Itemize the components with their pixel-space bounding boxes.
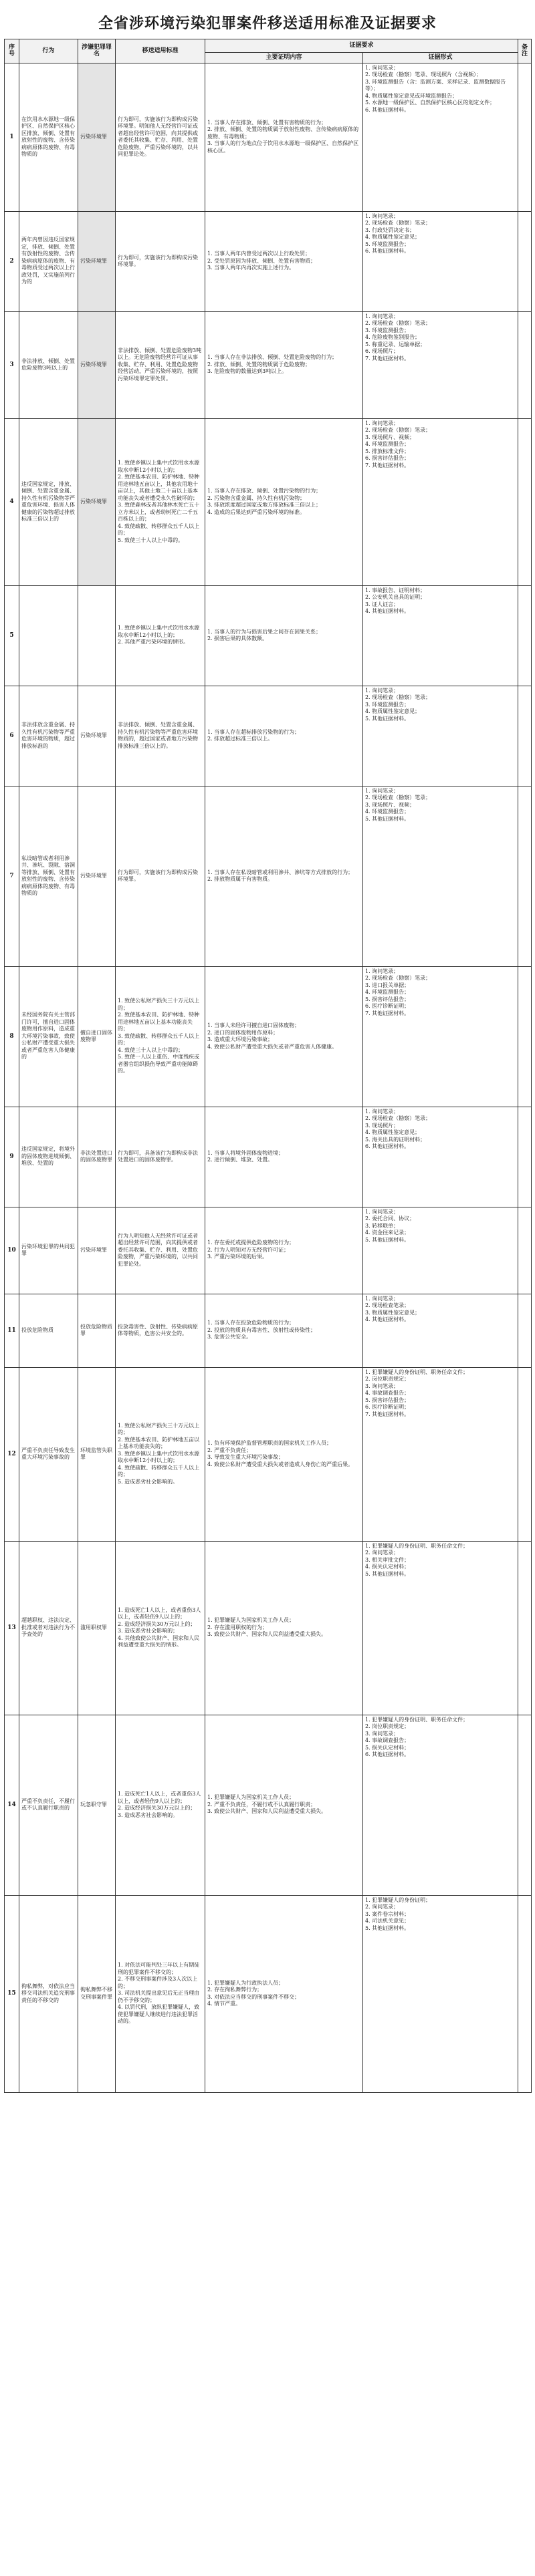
cell-content: 1. 当事人存在排放、倾倒、处置有害物质的行为； 2. 排放、倾倒、处置的物质属于放射性废物、含传染病病原体的废物、有毒物质； 3. 当事人的行为地点位于饮用水水源地一级保护区、自然保护区核心区。 bbox=[205, 63, 363, 211]
cell-no: 2 bbox=[5, 211, 19, 311]
cell-content: 1. 当事人存在排放、倾倒、处置污染物的行为； 2. 污染物含重金属、持久性有机污染物； 3. 排放浓度超过国家或地方排放标准三倍以上； 4. 造成的后果达到严重污染环境的标准。 bbox=[205, 418, 363, 585]
cell-remark bbox=[518, 1715, 532, 1895]
cell-crime: 污染环境罪 bbox=[78, 1207, 116, 1294]
cell-remark bbox=[518, 786, 532, 966]
cell-form: 1. 询问笔录； 2. 现场检查（勘察）笔录； 3. 环境监测报告； 4. 危险废物鉴别报告； 5. 称重记录、运输单据； 6. 现场照片； 7. 其他证据材料。 bbox=[363, 311, 518, 418]
cell-behavior: 污染环境犯罪的共同犯罪 bbox=[19, 1207, 78, 1294]
cell-remark bbox=[518, 1207, 532, 1294]
cell-crime: 徇私舞弊不移交刑事案件罪 bbox=[78, 1895, 116, 2092]
cell-no: 6 bbox=[5, 686, 19, 786]
cell-crime bbox=[78, 585, 116, 686]
cell-behavior: 徇私舞弊，对依法应当移交司法机关追究刑事责任的不移交的 bbox=[19, 1895, 78, 2092]
table-row bbox=[5, 1895, 532, 2092]
cell-crime: 非法处置进口的固体废物罪 bbox=[78, 1107, 116, 1207]
cell-standard: 1. 造成死亡1人以上，或者重伤3人以上，或者轻伤9人以上的； 2. 造成经济损失30万元以上的； 3. 造成恶劣社会影响的。 bbox=[116, 1715, 205, 1895]
cell-crime: 滥用职权罪 bbox=[78, 1541, 116, 1715]
cell-form: 1. 询问笔录； 2. 委托合同、协议； 3. 转移联单； 4. 资金往来记录； 5. 其他证据材料。 bbox=[363, 1207, 518, 1294]
cell-remark bbox=[518, 585, 532, 686]
cell-behavior: 私设暗管或者利用渗井、渗坑、裂隙、溶洞等排放、倾倒、处置有放射性的废物、含传染病病原体的废物、有毒物质的 bbox=[19, 786, 78, 966]
cell-crime: 污染环境罪 bbox=[78, 311, 116, 418]
cell-form: 1. 询问笔录； 2. 现场检查（勘察）笔录； 3. 现场照片、视频； 4. 环境监测报告； 5. 排放标准文件； 6. 损害评估报告； 7. 其他证据材料。 bbox=[363, 418, 518, 585]
cell-behavior: 在饮用水水源地一级保护区、自然保护区核心区排放、倾倒、处置有放射性的废物、含传染病病原体的废物、有毒物质的 bbox=[19, 63, 78, 211]
cell-content: 1. 犯罪嫌疑人为国家机关工作人员； 2. 严重不负责任，不履行或不认真履行职责； 3. 致使公共财产、国家和人民利益遭受重大损失。 bbox=[205, 1715, 363, 1895]
cell-standard: 行为即可，实施该行为即构成污染环境罪。明知他人无经营许可证或者超出经营许可范围，向其提供或者委托其收集、贮存、利用、处置危险废物，严重污染环境的，以共同犯罪论处。 bbox=[116, 63, 205, 211]
cell-remark bbox=[518, 418, 532, 585]
table-row bbox=[5, 1107, 532, 1207]
cell-form: 1. 询问笔录； 2. 现场检查（勘察）笔录； 3. 行政处罚决定书； 4. 物质属性鉴定意见； 5. 环境监测报告； 6. 其他证据材料。 bbox=[363, 211, 518, 311]
cell-behavior: 违反国家规定，将境外的固体废物进境倾倒、堆放、处置的 bbox=[19, 1107, 78, 1207]
table-row bbox=[5, 1207, 532, 1294]
cell-content: 1. 存在委托或提供危险废物的行为； 2. 行为人明知对方无经营许可证； 3. 严重污染环境的后果。 bbox=[205, 1207, 363, 1294]
cell-standard: 1. 致使乡镇以上集中式饮用水水源取水中断12小时以上的； 2. 其他严重污染环境的情形。 bbox=[116, 585, 205, 686]
cell-crime: 环境监管失职罪 bbox=[78, 1367, 116, 1541]
cell-standard: 非法排放、倾倒、处置危险废物3吨以上。无危险废物经营许可证从事收集、贮存、利用、处置危险废物经营活动，严重污染环境的，按照污染环境罪定罪处罚。 bbox=[116, 311, 205, 418]
cell-remark bbox=[518, 1367, 532, 1541]
cell-behavior: 非法排放、倾倒、处置危险废物3吨以上的 bbox=[19, 311, 78, 418]
cell-form: 1. 询问笔录； 2. 现场检查（勘察）笔录； 3. 现场照片、视频； 4. 环境监测报告； 5. 其他证据材料。 bbox=[363, 786, 518, 966]
header-crime: 涉嫌犯罪罪名 bbox=[78, 39, 116, 63]
cell-content: 1. 当事人的行为与损害后果之间存在因果关系； 2. 损害后果的具体数额。 bbox=[205, 585, 363, 686]
table-row bbox=[5, 63, 532, 211]
cell-content: 1. 当事人两年内曾受过两次以上行政处罚； 2. 受处罚原因为排放、倾倒、处置有害物质； 3. 当事人两年内再次实施上述行为。 bbox=[205, 211, 363, 311]
cell-standard: 行为即可，具备该行为即构成非法处置进口的固体废物罪。 bbox=[116, 1107, 205, 1207]
cell-remark bbox=[518, 311, 532, 418]
cell-behavior: 严重不负责任，不履行或不认真履行职责的 bbox=[19, 1715, 78, 1895]
cell-remark bbox=[518, 686, 532, 786]
cell-standard: 行为即可，实施该行为即构成污染环境罪。 bbox=[116, 211, 205, 311]
cell-no: 4 bbox=[5, 418, 19, 585]
standards-table bbox=[4, 39, 532, 2093]
header-content: 主要证明内容 bbox=[205, 53, 363, 63]
cell-content: 1. 当事人存在超标排放污染物的行为； 2. 排放超过标准三倍以上。 bbox=[205, 686, 363, 786]
cell-form: 1. 犯罪嫌疑人的身份证明、职务任命文件； 2. 询问笔录； 3. 相关审批文件； 4. 损失认定材料； 5. 其他证据材料。 bbox=[363, 1541, 518, 1715]
cell-behavior: 非法排放含重金属、持久性有机污染物等严重危害环境的物质，超过排放标准的 bbox=[19, 686, 78, 786]
cell-crime: 污染环境罪 bbox=[78, 786, 116, 966]
header-remark: 备注 bbox=[518, 39, 532, 63]
table-row bbox=[5, 686, 532, 786]
header-behavior: 行为 bbox=[19, 39, 78, 63]
cell-form: 1. 犯罪嫌疑人的身份证明； 2. 询问笔录； 3. 案件卷宗材料； 4. 司法机关意见； 5. 其他证据材料。 bbox=[363, 1895, 518, 2092]
cell-no: 9 bbox=[5, 1107, 19, 1207]
table-body bbox=[5, 63, 532, 2092]
cell-standard: 1. 致使公私财产损失三十万元以上的； 2. 致使基本农田、防护林地五亩以上基本功能丧失的； 3. 致使乡镇以上集中式饮用水水源取水中断12小时以上的； 4. 致使疏散、转移群众五千人以上的； 5. 造成恶劣社会影响的。 bbox=[116, 1367, 205, 1541]
table-row bbox=[5, 966, 532, 1107]
cell-crime: 污染环境罪 bbox=[78, 686, 116, 786]
cell-form: 1. 询问笔录； 2. 现场检查（勘察）笔录； 3. 现场照片； 4. 物质属性鉴定意见； 5. 海关出具的证明材料； 6. 其他证据材料。 bbox=[363, 1107, 518, 1207]
cell-content: 1. 当事人存在非法排放、倾倒、处置危险废物的行为； 2. 排放、倾倒、处置的物质属于危险废物； 3. 危险废物的数量达到3吨以上。 bbox=[205, 311, 363, 418]
cell-standard: 1. 致使公私财产损失三十万元以上的； 2. 致使基本农田、防护林地、特种用途林地五亩以上基本功能丧失的； 3. 致使疏散、转移群众五千人以上的； 4. 致使三十人以上中毒的； 5. 致使一人以上重伤、中度残疾或者器官组织损伤导致严重功能障碍的。 bbox=[116, 966, 205, 1107]
cell-behavior: 投放危险物质 bbox=[19, 1294, 78, 1367]
cell-content: 1. 当事人存在私设暗管或利用渗井、渗坑等方式排放的行为； 2. 排放物质属于有害物质。 bbox=[205, 786, 363, 966]
cell-no: 15 bbox=[5, 1895, 19, 2092]
cell-standard: 行为即可，实施该行为即构成污染环境罪。 bbox=[116, 786, 205, 966]
cell-no: 10 bbox=[5, 1207, 19, 1294]
cell-crime: 玩忽职守罪 bbox=[78, 1715, 116, 1895]
cell-remark bbox=[518, 63, 532, 211]
cell-behavior: 两年内曾因违反国家规定，排放、倾倒、处置有放射性的废物、含传染病病原体的废物、有毒物质受过两次以上行政处罚，又实施前列行为的 bbox=[19, 211, 78, 311]
cell-form: 1. 询问笔录； 2. 现场检查（勘察）笔录； 3. 环境监测报告； 4. 物质属性鉴定意见； 5. 其他证据材料。 bbox=[363, 686, 518, 786]
table-row bbox=[5, 1715, 532, 1895]
cell-behavior: 严重不负责任导致发生重大环境污染事故的 bbox=[19, 1367, 78, 1541]
cell-no: 8 bbox=[5, 966, 19, 1107]
cell-crime: 污染环境罪 bbox=[78, 63, 116, 211]
cell-remark bbox=[518, 1294, 532, 1367]
cell-no: 12 bbox=[5, 1367, 19, 1541]
cell-standard: 1. 致使乡镇以上集中式饮用水水源取水中断12小时以上的； 2. 致使基本农田、防护林地、特种用途林地五亩以上，其他农用地十亩以上，其他土地二十亩以上基本功能丧失或者遭受永久性破坏的； 3. 致使森林或者其他林木死亡五十立方米以上，或者幼树死亡二千五百株以上的； 4. 致使疏散、转移群众五千人以上的； 5. 致使三十人以上中毒的。 bbox=[116, 418, 205, 585]
header-no: 序号 bbox=[5, 39, 19, 63]
cell-content: 1. 当事人存在投放危险物质的行为； 2. 投放的物质具有毒害性、放射性或传染性； 3. 危害公共安全。 bbox=[205, 1294, 363, 1367]
table-row bbox=[5, 1367, 532, 1541]
cell-content: 1. 当事人未经许可擅自进口固体废物； 2. 进口的固体废物用作原料； 3. 造成重大环境污染事故； 4. 致使公私财产遭受重大损失或者严重危害人体健康。 bbox=[205, 966, 363, 1107]
cell-content: 1. 犯罪嫌疑人为国家机关工作人员； 2. 存在滥用职权的行为； 3. 致使公共财产、国家和人民利益遭受重大损失。 bbox=[205, 1541, 363, 1715]
cell-no: 7 bbox=[5, 786, 19, 966]
cell-content: 1. 负有环境保护监督管理职责的国家机关工作人员； 2. 严重不负责任； 3. 导致发生重大环境污染事故； 4. 致使公私财产遭受重大损失或者造成人身伤亡的严重后果。 bbox=[205, 1367, 363, 1541]
cell-no: 14 bbox=[5, 1715, 19, 1895]
cell-standard: 非法排放、倾倒、处置含重金属、持久性有机污染物等严重危害环境物质的，超过国家或者地方污染物排放标准三倍以上的。 bbox=[116, 686, 205, 786]
cell-standard: 1. 造成死亡1人以上，或者重伤3人以上，或者轻伤9人以上的； 2. 造成经济损失30万元以上的； 3. 造成恶劣社会影响的； 4. 其他致使公共财产、国家和人民利益遭受重大损失的情形。 bbox=[116, 1541, 205, 1715]
cell-behavior: 超越职权、违法决定、批准或者对违法行为不予查处的 bbox=[19, 1541, 78, 1715]
cell-no: 13 bbox=[5, 1541, 19, 1715]
cell-content: 1. 犯罪嫌疑人为行政执法人员； 2. 存在徇私舞弊行为； 3. 对依法应当移交的刑事案件不移交； 4. 情节严重。 bbox=[205, 1895, 363, 2092]
cell-crime: 投放危险物质罪 bbox=[78, 1294, 116, 1367]
cell-crime: 污染环境罪 bbox=[78, 211, 116, 311]
cell-behavior: 违反国家规定，排放、倾倒、处置含重金属、持久性有机污染物等严重危害环境、损害人体健康的污染物超过排放标准三倍以上的 bbox=[19, 418, 78, 585]
cell-remark bbox=[518, 966, 532, 1107]
cell-form: 1. 询问笔录； 2. 现场检查（勘察）笔录、现场照片（含视频）； 3. 环境监测报告（含：监测方案、采样记录、监测数据报告等）； 4. 物质属性鉴定意见或环境监测报告； 5. 水源地一级保护区、自然保护区核心区的划定文件； 6. 其他证据材料。 bbox=[363, 63, 518, 211]
table-row bbox=[5, 585, 532, 686]
header-evidence: 证据要求 bbox=[205, 39, 518, 53]
page-title: 全省涉环境污染犯罪案件移送适用标准及证据要求 bbox=[98, 15, 437, 32]
cell-remark bbox=[518, 1895, 532, 2092]
header-form: 证据形式 bbox=[363, 53, 518, 63]
cell-content: 1. 当事人将境外固体废物进境； 2. 进行倾倒、堆放、处置。 bbox=[205, 1107, 363, 1207]
cell-no: 3 bbox=[5, 311, 19, 418]
table-row bbox=[5, 1294, 532, 1367]
cell-standard: 行为人明知他人无经营许可证或者超出经营许可范围，向其提供或者委托其收集、贮存、利用、处置危险废物，严重污染环境的，以共同犯罪论处。 bbox=[116, 1207, 205, 1294]
header-standard: 移送适用标准 bbox=[116, 39, 205, 63]
cell-form: 1. 犯罪嫌疑人的身份证明、职务任命文件； 2. 岗位职责规定； 3. 询问笔录； 4. 事故调查报告； 5. 损失认定材料； 6. 其他证据材料。 bbox=[363, 1715, 518, 1895]
cell-no: 5 bbox=[5, 585, 19, 686]
table-row bbox=[5, 786, 532, 966]
cell-behavior bbox=[19, 585, 78, 686]
cell-crime: 污染环境罪 bbox=[78, 418, 116, 585]
cell-no: 11 bbox=[5, 1294, 19, 1367]
cell-no: 1 bbox=[5, 63, 19, 211]
cell-crime: 擅自进口固体废物罪 bbox=[78, 966, 116, 1107]
cell-form: 1. 询问笔录； 2. 现场检查（勘察）笔录； 3. 进口报关单据； 4. 环境监测报告； 5. 损害评估报告； 6. 医疗诊断证明； 7. 其他证据材料。 bbox=[363, 966, 518, 1107]
cell-behavior: 未经国务院有关主管部门许可，擅自进口固体废物用作原料，造成重大环境污染事故，致使公私财产遭受重大损失或者严重危害人体健康的 bbox=[19, 966, 78, 1107]
cell-form: 1. 犯罪嫌疑人的身份证明、职务任命文件； 2. 岗位职责规定； 3. 询问笔录； 4. 事故调查报告； 5. 损害评估报告； 6. 医疗诊断证明； 7. 其他证据材料。 bbox=[363, 1367, 518, 1541]
cell-standard: 1. 对依法可能判处三年以上有期徒刑的犯罪案件不移交的； 2. 不移交刑事案件涉及3人次以上的； 3. 司法机关提出意见后无正当理由仍不予移交的； 4. 以罚代刑，放纵犯罪嫌疑人，致使犯罪嫌疑人继续进行违法犯罪活动的。 bbox=[116, 1895, 205, 2092]
cell-form: 1. 询问笔录； 2. 现场检查笔录； 3. 物质属性鉴定意见； 4. 其他证据材料。 bbox=[363, 1294, 518, 1367]
cell-standard: 投放毒害性、放射性、传染病病原体等物质，危害公共安全的。 bbox=[116, 1294, 205, 1367]
table-row bbox=[5, 1541, 532, 1715]
cell-form: 1. 事故报告、证明材料； 2. 公安机关出具的证明； 3. 证人证言； 4. 其他证据材料。 bbox=[363, 585, 518, 686]
table-row bbox=[5, 311, 532, 418]
table-row bbox=[5, 418, 532, 585]
cell-remark bbox=[518, 1541, 532, 1715]
cell-remark bbox=[518, 211, 532, 311]
table-row bbox=[5, 211, 532, 311]
cell-remark bbox=[518, 1107, 532, 1207]
